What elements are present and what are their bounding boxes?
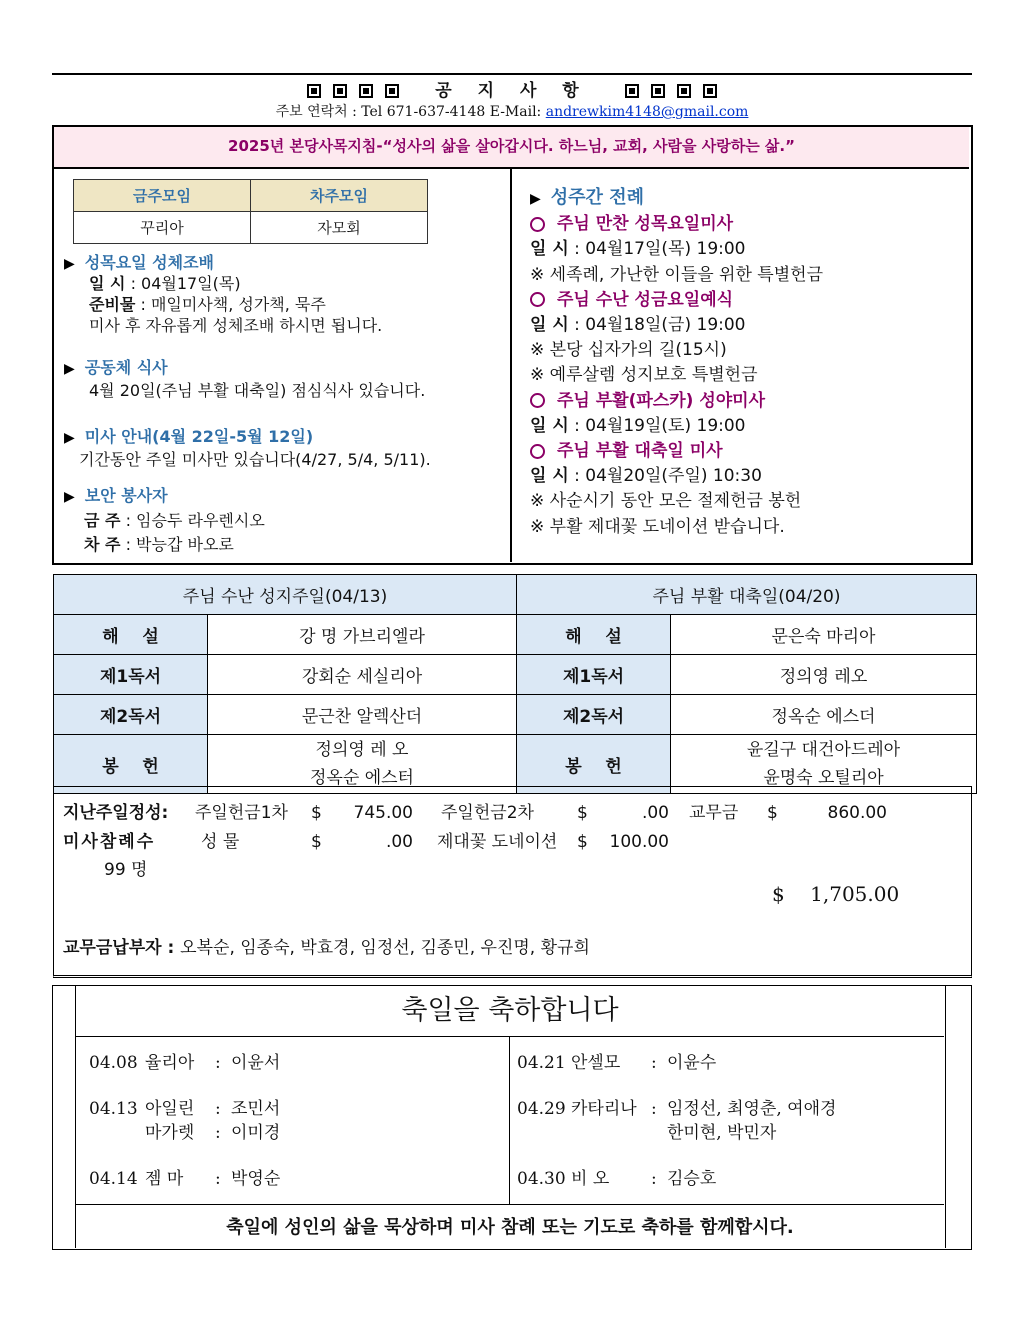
section-line: 4월 20일(주님 부활 대축일) 점심식사 있습니다. [89,381,426,400]
this-week-meeting: 꾸리아 [74,212,251,244]
triangle-icon: ▶ [64,361,75,377]
square-icon [703,84,717,98]
service-table [53,574,977,794]
section-line: 일 시 : 04월17일(목) [89,274,241,293]
saint-name: 아일린 [145,1099,195,1119]
liturgy-time: 일 시 : 04월20일(주일) 10:30 [530,466,762,487]
contact-line [52,101,972,121]
section-line: 금 주 : 임승두 라우렌시오 [84,511,265,530]
feast-person: 조민서 [231,1099,281,1119]
square-icon [385,84,399,98]
liturgy-title: 주님 부활 대축일 미사 [530,439,960,464]
liturgy-lines [530,212,960,540]
feast-sep: : [215,1099,221,1119]
saint-name: 마가렛 [145,1123,195,1143]
feast-sep: : [215,1169,221,1189]
section-title: ▶ 보안 봉사자 [64,486,168,505]
column-divider [510,168,512,562]
role-cell: 봉 헌 [54,735,208,794]
saint-name: 안셀모 [571,1053,621,1073]
feast-bottom-rule [76,1204,944,1205]
liturgy-title: 주님 만찬 성목요일미사 [530,212,960,237]
next-week-meeting-header: 차주모임 [251,180,428,212]
section-line: 미사 후 자유롭게 성체조배 하시면 됩니다. [89,316,383,335]
feast-divider [509,1037,510,1204]
feast-person: 임정선, 최영춘, 여애경 [667,1099,837,1119]
saint-name: 젬 마 [145,1169,184,1189]
role-cell: 제1독서 [517,655,671,695]
feast-sep: : [651,1053,657,1073]
saint-name: 율리아 [145,1053,195,1073]
section-title: ▶ 성목요일 성체조배 [64,253,214,272]
liturgy-time: 일 시 : 04월17일(목) 19:00 [530,239,746,260]
service-rows [54,615,977,735]
triangle-icon: ▶ [64,256,75,272]
circle-icon [530,444,545,459]
section-line: 준비물 : 매일미사책, 성가책, 묵주 [89,295,326,314]
saint-name: 카타리나 [571,1099,637,1119]
right-name-cell: 정옥순 에스더 [671,695,977,735]
liturgy-note: ※ 사순시기 동안 모은 절제헌금 봉헌 [530,491,802,512]
circle-icon [530,217,545,232]
square-icon [333,84,347,98]
offer-left-cell: 정의영 레 오 정옥순 에스터 [208,735,517,794]
square-icon [677,84,691,98]
section-community-meal [64,355,504,401]
liturgy-time: 일 시 : 04월18일(금) 19:00 [530,315,746,336]
square-icon [651,84,665,98]
this-week-meeting-header: 금주모임 [74,180,251,212]
attendance-count: 99 명 [104,860,148,880]
role-cell: 해 설 [517,615,671,655]
square-icon [307,84,321,98]
top-rule [52,73,972,75]
right-name-cell: 문은숙 마리아 [671,615,977,655]
square-icon [625,84,639,98]
feast-sep: : [215,1053,221,1073]
section-line: 기간동안 주일 미사만 있습니다(4/27, 5/4, 5/11). [79,450,431,469]
offer-right-cell: 윤길구 대건아드레아 윤명숙 오틸리아 [671,735,977,794]
pastoral-policy: 2025년 본당사목지침-“성사의 삶을 살아갑시다. 하느님, 교회, 사람을 사랑하는 삶.” [54,127,969,169]
feast-person: 한미현, 박민자 [667,1123,777,1143]
left-name-cell: 강 명 가브리엘라 [208,615,517,655]
square-icon [359,84,373,98]
role-cell: 제2독서 [54,695,208,735]
feast-footer: 축일에 성인의 삶을 묵상하며 미사 참례 또는 기도로 축하를 함께합시다. [226,1217,794,1238]
liturgy-note: ※ 본당 십자가의 길(15시) [530,340,727,361]
notice-title [52,76,972,101]
palm-sunday-header: 주님 수난 성지주일(04/13) [54,575,517,615]
role-cell: 제1독서 [54,655,208,695]
section-title: ▶ 미사 안내(4월 22일-5월 12일) [64,427,314,446]
notice-title-text: 공 지 사 항 [435,81,589,101]
feast-person: 이윤수 [667,1053,717,1073]
holy-week-liturgy [530,185,960,540]
contact-label: 주보 연락처 : Tel 671-637-4148 E-Mail: [275,104,546,120]
saint-name: 비 오 [571,1169,610,1189]
donors-line: 교무금납부자 : 오복순, 임종숙, 박효경, 임정선, 김종민, 우진명, 황규희 [63,938,590,958]
service-row [54,695,977,735]
feast-sep: : [651,1169,657,1189]
feast-date: 04.13 [89,1099,138,1119]
triangle-icon: ▶ [64,430,75,446]
feast-date: 04.21 [517,1053,566,1073]
role-cell: 제2독서 [517,695,671,735]
service-row [54,615,977,655]
easter-sunday-header: 주님 부활 대축일(04/20) [517,575,977,615]
section-title: ▶ 공동체 식사 [64,358,168,377]
feast-person: 박영순 [231,1169,281,1189]
circle-icon [530,393,545,408]
feast-person: 이미경 [231,1123,281,1143]
triangle-icon: ▶ [64,489,75,505]
section-title: ▶ 성주간 전례 [530,187,644,208]
left-name-cell: 문근찬 알렉산더 [208,695,517,735]
liturgy-note: ※ 세족례, 가난한 이들을 위한 특별헌금 [530,264,823,285]
section-line: 차 주 : 박능갑 바오로 [84,535,234,554]
liturgy-title: 주님 수난 성금요일예식 [530,288,960,313]
feast-sep: : [215,1123,221,1143]
service-row [54,655,977,695]
offering-total: $ 1,705.00 [772,882,900,906]
feast-title: 축일을 축하합니다 [76,986,944,1037]
section-security-volunteers [64,483,504,557]
section-mass-info [64,424,509,470]
section-holy-thursday [64,250,504,336]
feast-person: 김승호 [667,1169,717,1189]
feast-date: 04.14 [89,1169,138,1189]
next-week-meeting: 자모회 [251,212,428,244]
liturgy-note: ※ 부활 제대꽃 도네이션 받습니다. [530,516,785,537]
triangle-icon: ▶ [530,191,541,207]
meeting-table [73,179,428,244]
feast-date: 04.30 [517,1169,566,1189]
liturgy-note: ※ 예루살렘 성지보호 특별헌금 [530,365,758,386]
liturgy-title: 주님 부활(파스카) 성야미사 [530,389,960,414]
feast-date: 04.08 [89,1053,138,1073]
right-name-cell: 정의영 레오 [671,655,977,695]
role-cell: 해 설 [54,615,208,655]
feast-date: 04.29 [517,1099,566,1119]
feast-person: 이윤서 [231,1053,281,1073]
email-link[interactable]: andrewkim4148@gmail.com [545,104,749,120]
feast-sep: : [651,1099,657,1119]
role-cell: 봉 헌 [517,735,671,794]
circle-icon [530,292,545,307]
liturgy-time: 일 시 : 04월19일(토) 19:00 [530,415,746,436]
left-name-cell: 강회순 세실리아 [208,655,517,695]
